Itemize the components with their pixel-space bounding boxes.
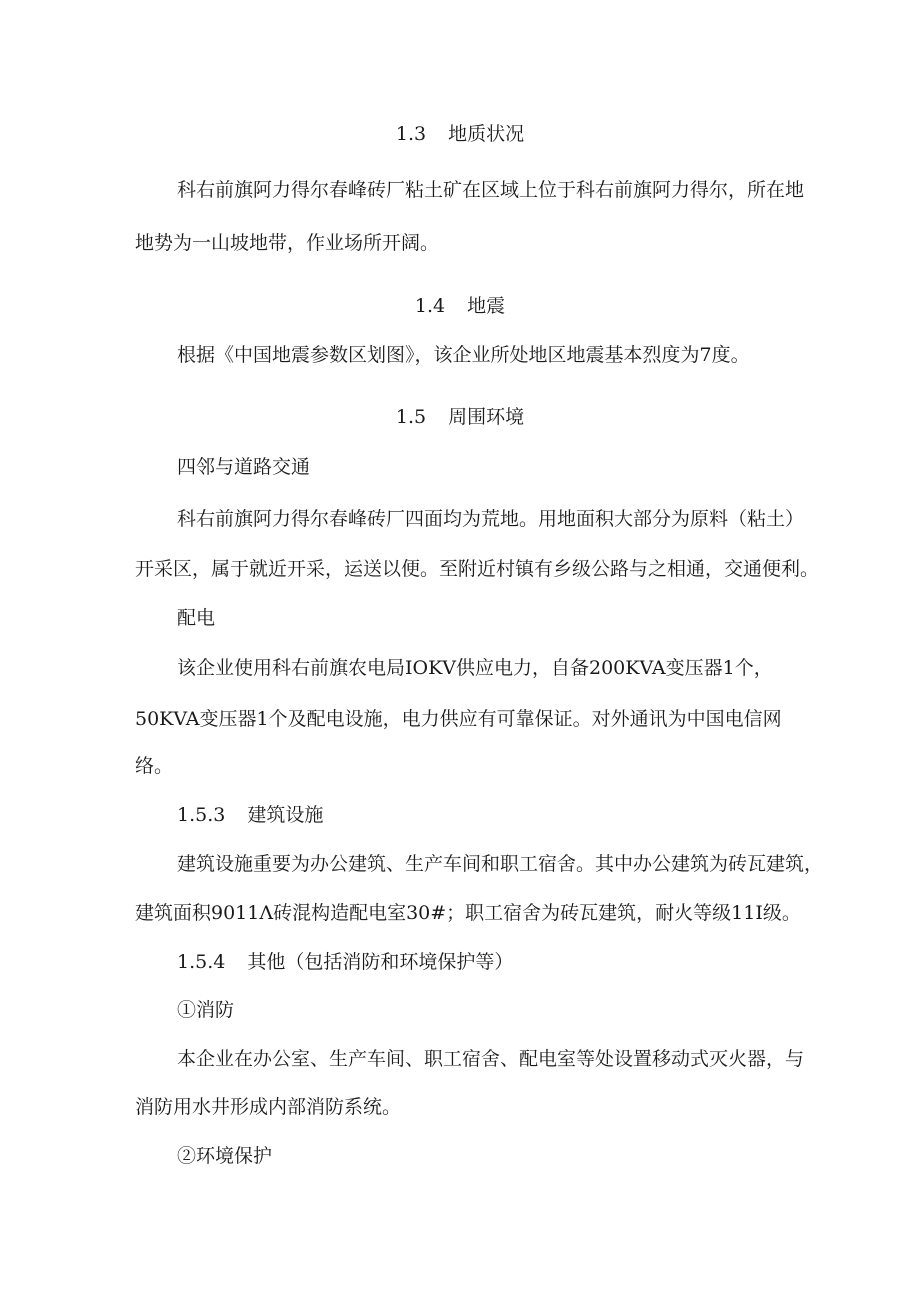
paragraph-line: 消防用水井形成内部消防系统。 <box>135 1096 402 1118</box>
heading-title: 地质状况 <box>448 123 525 145</box>
heading-1-4 <box>0 293 920 319</box>
heading-title: 建筑设施 <box>247 804 324 826</box>
paragraph-line: 本企业在办公室、生产车间、职工宿舍、配电室等处设置移动式灭火器，与 <box>177 1048 805 1070</box>
subheading-environment: ②环境保护 <box>177 1145 273 1167</box>
heading-title: 周围环境 <box>448 406 525 428</box>
heading-title: 地震 <box>467 295 506 317</box>
heading-title: 其他（包括消防和环境保护等） <box>247 951 514 973</box>
heading-number: 1.4 <box>414 295 446 317</box>
heading-1-5 <box>0 404 920 430</box>
paragraph-line: 络。 <box>135 755 174 777</box>
subheading-traffic: 四邻与道路交通 <box>177 456 311 478</box>
paragraph-line: 建筑设施重要为办公建筑、生产车间和职工宿舍。其中办公建筑为砖瓦建筑， <box>177 853 824 875</box>
paragraph-line: 该企业使用科右前旗农电局IOKV供应电力，自备200KVA变压器1个， <box>177 657 773 679</box>
paragraph-line: 建筑面积9011Λ砖混构造配电室30#；职工宿舍为砖瓦建筑，耐火等级11I级。 <box>135 902 801 924</box>
heading-1-5-3 <box>177 802 323 828</box>
heading-1-3 <box>0 121 920 147</box>
paragraph-line: 50KVA变压器1个及配电设施，电力供应有可靠保证。对外通讯为中国电信网 <box>135 708 782 730</box>
paragraph-line: 根据《中国地震参数区划图》，该企业所处地区地震基本烈度为7度。 <box>177 344 750 366</box>
heading-number: 1.3 <box>395 123 427 145</box>
heading-number: 1.5.4 <box>177 951 226 973</box>
paragraph-line: 地势为一山坡地带，作业场所开阔。 <box>135 232 440 254</box>
subheading-power: 配电 <box>177 607 216 629</box>
heading-number: 1.5 <box>395 406 427 428</box>
heading-number: 1.5.3 <box>177 804 226 826</box>
paragraph-line: 开采区，属于就近开采，运送以便。至附近村镇有乡级公路与之相通，交通便利。 <box>135 558 820 580</box>
paragraph-line: 科右前旗阿力得尔春峰砖厂四面均为荒地。用地面积大部分为原料（粘土） <box>177 508 805 530</box>
heading-1-5-4 <box>177 949 513 975</box>
paragraph-line: 科右前旗阿力得尔春峰砖厂粘土矿在区域上位于科右前旗阿力得尔，所在地 <box>177 179 805 201</box>
subheading-fire: ①消防 <box>177 999 235 1021</box>
